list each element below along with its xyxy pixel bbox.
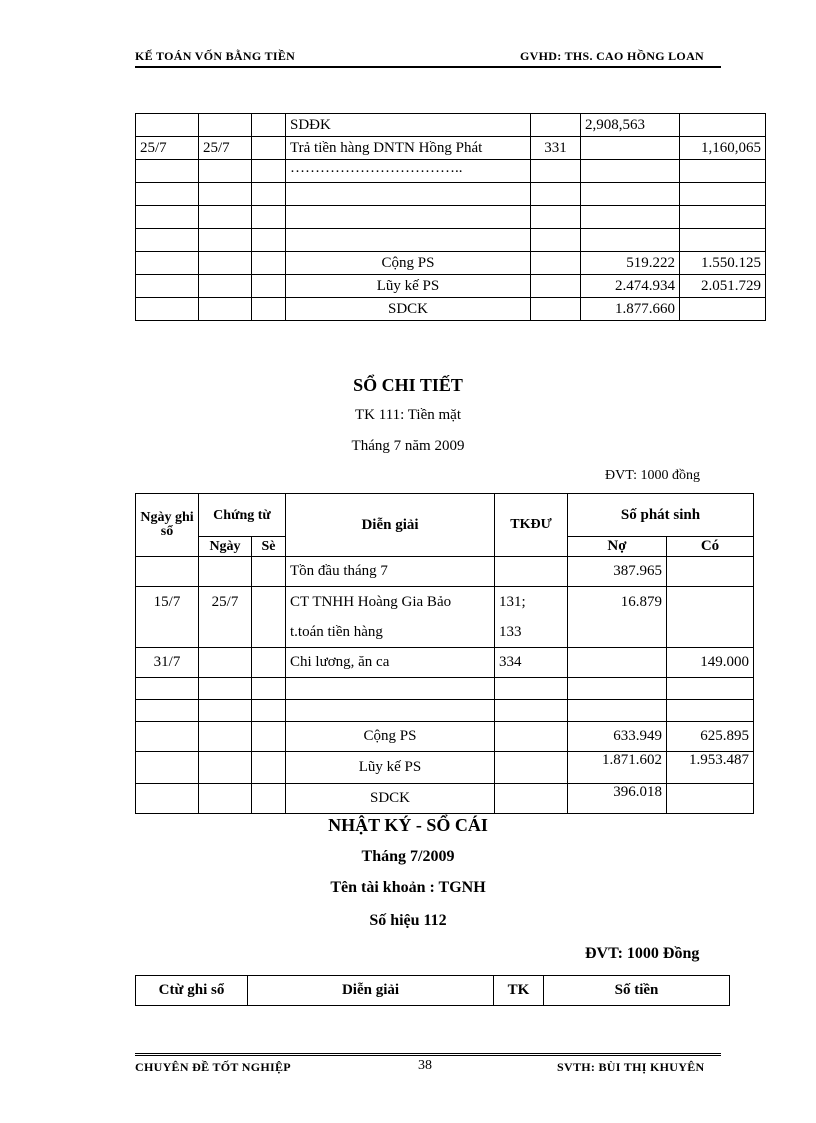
cell-credit: [667, 700, 754, 722]
cell-voucher-date: [199, 722, 252, 752]
cell-description: ……………………………..: [286, 160, 531, 183]
cell-debit: [581, 137, 680, 160]
cell-debit: [568, 648, 667, 678]
col-credit-header: Có: [667, 537, 754, 557]
cell-credit: 2.051.729: [680, 275, 766, 298]
cell-contra-account: [531, 275, 581, 298]
col-desc-header: Diễn giải: [248, 976, 494, 1006]
cell-voucher-date: [199, 700, 252, 722]
cell-voucher-no: [252, 557, 286, 587]
table-row: [136, 183, 766, 206]
table-row: [136, 137, 766, 160]
cell-voucher-no: [252, 160, 286, 183]
cell-debit: [568, 678, 667, 700]
cell-credit: 1,160,065: [680, 137, 766, 160]
cell-debit: [581, 160, 680, 183]
footer-rule: [135, 1053, 721, 1056]
cell-voucher-date: 25/7: [199, 587, 252, 648]
cell-contra-account: 331: [531, 137, 581, 160]
cell-date: 31/7: [136, 648, 199, 678]
cell-debit: 633.949: [568, 722, 667, 752]
cell-date: [136, 678, 199, 700]
cell-voucher-no: [252, 678, 286, 700]
page-number: 38: [418, 1058, 432, 1073]
col-voucher-header: Ctừ ghi sổ: [136, 976, 248, 1006]
cell-credit: 1.953.487: [667, 752, 754, 784]
section1-account: TK 111: Tiền mặt: [355, 407, 461, 423]
cell-debit: 16.879: [568, 587, 667, 648]
section2-period: Tháng 7/2009: [361, 848, 455, 865]
footer-right: SVTH: BÙI THỊ KHUYÊN: [557, 1060, 705, 1074]
cell-voucher-no: [252, 275, 286, 298]
cell-date: [136, 784, 199, 814]
cell-voucher-no: [252, 252, 286, 275]
section1-unit: ĐVT: 1000 đồng: [605, 468, 700, 483]
cell-credit: [680, 229, 766, 252]
cell-debit: [581, 229, 680, 252]
cell-date: [136, 206, 199, 229]
cell-voucher-date: [199, 648, 252, 678]
cell-description: [286, 587, 495, 648]
cell-credit: [680, 298, 766, 321]
cell-description: Trả tiền hàng DNTN Hồng Phát: [286, 137, 531, 160]
cell-description: [286, 229, 531, 252]
footer-left: CHUYÊN ĐỀ TỐT NGHIỆP: [135, 1060, 291, 1074]
cell-contra-account: [531, 183, 581, 206]
cell-debit: [581, 183, 680, 206]
table-row: [136, 229, 766, 252]
cell-date: [136, 229, 199, 252]
cell-voucher-date: [199, 114, 252, 137]
cell-date: [136, 752, 199, 784]
cell-voucher-no: [252, 784, 286, 814]
cell-voucher-date: [199, 752, 252, 784]
cell-voucher-no: [252, 183, 286, 206]
cell-description: Chi lương, ăn ca: [286, 648, 495, 678]
cell-credit: 1.550.125: [680, 252, 766, 275]
cell-voucher-date: [199, 206, 252, 229]
cell-date: [136, 252, 199, 275]
ledger-table-continued: [135, 113, 766, 321]
cell-contra-account: [531, 298, 581, 321]
cell-contra-account: [495, 587, 568, 648]
cell-date: [136, 114, 199, 137]
col-voucher-date-header: Ngày: [199, 537, 252, 557]
cell-voucher-date: [199, 160, 252, 183]
cell-date: [136, 557, 199, 587]
table-row: [136, 648, 754, 678]
cell-contra-account: [531, 114, 581, 137]
cell-debit: 519.222: [581, 252, 680, 275]
journal-ledger-table: [135, 975, 730, 1006]
cell-credit: [667, 678, 754, 700]
cell-contra-account: [495, 752, 568, 784]
cell-line: CT TNHH Hoàng Gia Bảo: [290, 594, 452, 610]
table-row: [136, 700, 754, 722]
cell-debit: 2.474.934: [581, 275, 680, 298]
table-row: [136, 114, 766, 137]
cell-voucher-no: [252, 587, 286, 648]
cell-description: SDCK: [286, 784, 495, 814]
cell-debit: 396.018: [568, 784, 667, 814]
cell-date: 25/7: [136, 137, 199, 160]
col-date-header: Ngày ghi sổ: [136, 494, 199, 557]
cell-contra-account: [531, 206, 581, 229]
cell-voucher-no: [252, 114, 286, 137]
cell-description: Lũy kế PS: [286, 275, 531, 298]
cell-credit: [680, 206, 766, 229]
cell-contra-account: [495, 784, 568, 814]
header-right: GVHD: THS. CAO HỒNG LOAN: [520, 49, 704, 63]
section2-unit: ĐVT: 1000 Đồng: [585, 945, 700, 962]
table-row: [136, 275, 766, 298]
section2-title: NHẬT KÝ - SỔ CÁI: [328, 815, 488, 835]
table-row: [136, 298, 766, 321]
cell-voucher-no: [252, 229, 286, 252]
cell-contra-account: [531, 252, 581, 275]
col-amount-header: Số phát sinh: [568, 494, 754, 537]
cell-contra-account: [531, 229, 581, 252]
table-row: [136, 557, 754, 587]
col-amount-header: Số tiền: [544, 976, 730, 1006]
section1-period: Tháng 7 năm 2009: [351, 438, 465, 454]
table-row: [136, 678, 754, 700]
cell-voucher-no: [252, 137, 286, 160]
cell-credit: [667, 557, 754, 587]
cell-contra-account: 334: [495, 648, 568, 678]
cell-contra-account: [495, 557, 568, 587]
cell-voucher-date: [199, 557, 252, 587]
section2-account-name: Tên tài khoản : TGNH: [330, 879, 486, 896]
cell-voucher-no: [252, 206, 286, 229]
cash-detail-table: [135, 493, 754, 814]
cell-voucher-date: [199, 678, 252, 700]
cell-credit: [680, 160, 766, 183]
cell-description: SDĐK: [286, 114, 531, 137]
cell-credit: 625.895: [667, 722, 754, 752]
cell-description: [286, 678, 495, 700]
cell-date: [136, 160, 199, 183]
cell-credit: [667, 587, 754, 648]
cell-description: [286, 206, 531, 229]
cell-voucher-no: [252, 298, 286, 321]
cell-voucher-no: [252, 722, 286, 752]
header-left: KẾ TOÁN VỐN BẰNG TIỀN: [135, 49, 296, 63]
cell-debit: 1.871.602: [568, 752, 667, 784]
table-row: [136, 252, 766, 275]
table-row: [136, 587, 754, 648]
cell-date: [136, 722, 199, 752]
cell-voucher-date: [199, 298, 252, 321]
header-rule: [135, 66, 721, 68]
section1-title: SỔ CHI TIẾT: [353, 375, 463, 395]
cell-credit: [680, 183, 766, 206]
cell-description: Tồn đầu tháng 7: [286, 557, 495, 587]
col-desc-header: Diễn giải: [286, 494, 495, 557]
cell-description: Cộng PS: [286, 722, 495, 752]
cell-contra-account: [531, 160, 581, 183]
table-row: [136, 206, 766, 229]
cell-credit: [680, 114, 766, 137]
cell-contra-account: [495, 700, 568, 722]
col-voucher-no-header: Sè: [252, 537, 286, 557]
cell-voucher-no: [252, 752, 286, 784]
cell-line: 131;: [499, 594, 526, 610]
cell-date: [136, 298, 199, 321]
cell-description: SDCK: [286, 298, 531, 321]
cell-date: 15/7: [136, 587, 199, 648]
cell-voucher-date: 25/7: [199, 137, 252, 160]
cell-debit: 2,908,563: [581, 114, 680, 137]
cell-debit: 387.965: [568, 557, 667, 587]
cell-credit: 149.000: [667, 648, 754, 678]
cell-debit: [568, 700, 667, 722]
cell-voucher-date: [199, 229, 252, 252]
cell-debit: 1.877.660: [581, 298, 680, 321]
table-row: [136, 722, 754, 752]
table-row: [136, 752, 754, 784]
cell-date: [136, 183, 199, 206]
table-row: [136, 784, 754, 814]
cell-voucher-no: [252, 700, 286, 722]
cell-voucher-date: [199, 784, 252, 814]
col-acct-header: TKĐƯ: [495, 494, 568, 557]
cell-line: t.toán tiền hàng: [290, 624, 383, 640]
cell-description: Cộng PS: [286, 252, 531, 275]
cell-description: [286, 700, 495, 722]
cell-debit: [581, 206, 680, 229]
section2-account-no: Số hiệu 112: [369, 912, 447, 929]
cell-line: 133: [499, 624, 522, 640]
cell-voucher-date: [199, 252, 252, 275]
cell-voucher-date: [199, 183, 252, 206]
cell-description: [286, 183, 531, 206]
col-debit-header: Nợ: [568, 537, 667, 557]
cell-date: [136, 700, 199, 722]
cell-voucher-date: [199, 275, 252, 298]
cell-date: [136, 275, 199, 298]
cell-contra-account: [495, 722, 568, 752]
table-row: [136, 160, 766, 183]
col-acct-header: TK: [494, 976, 544, 1006]
col-voucher-header: Chứng từ: [199, 494, 286, 537]
cell-credit: [667, 784, 754, 814]
cell-voucher-no: [252, 648, 286, 678]
cell-description: Lũy kế PS: [286, 752, 495, 784]
cell-contra-account: [495, 678, 568, 700]
